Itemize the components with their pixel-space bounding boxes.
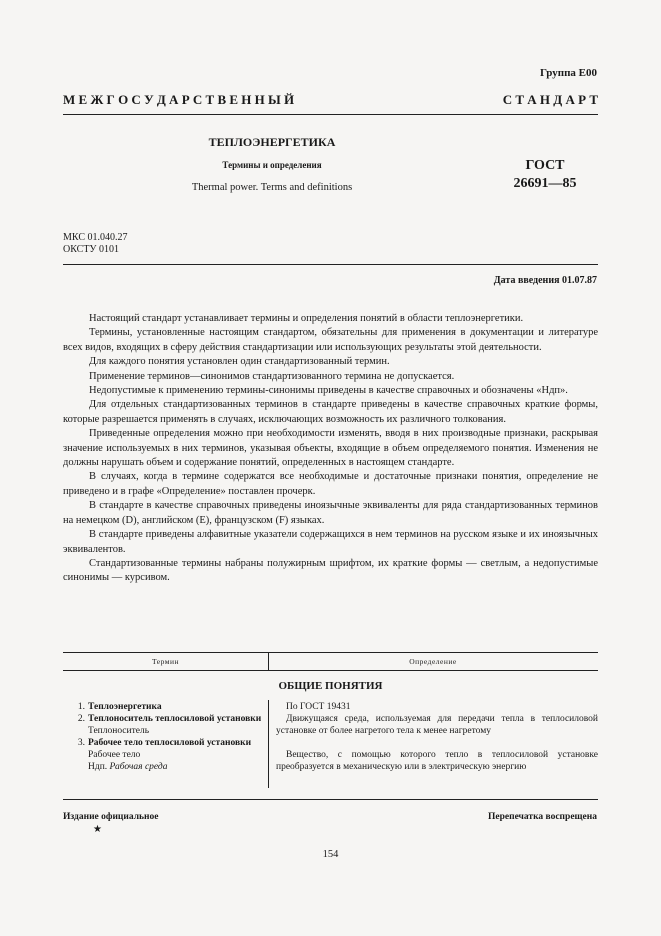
ndp-synonym: Рабочая среда [109, 762, 168, 772]
mks-code: МКС 01.040.27 [63, 232, 128, 243]
terms-column [63, 701, 268, 773]
intro-paragraph: Для отдельных стандартизованных терминов в стандарте приведены в качестве справочных краткие формы, которые разрешается применять в случаях, исключающих возможность их различного толкования. [63, 399, 598, 425]
effective-date: Дата введения 01.07.87 [493, 275, 597, 286]
term-name: Теплоэнергетика [88, 702, 162, 712]
footer-rule [63, 799, 598, 800]
term-name: Теплоноситель теплосиловой установки [88, 714, 262, 724]
intro-paragraph: В случаях, когда в термине содержатся все необходимые и достаточные признаки понятия, определение не приведено и в графе «Определение» поставлен прочерк. [63, 471, 598, 497]
official-edition: Издание официальное [63, 812, 159, 822]
term-entry [63, 737, 268, 773]
table-header-rule [63, 670, 598, 671]
term-entry [63, 701, 268, 713]
header-rule [63, 114, 598, 115]
english-title: Thermal power. Terms and definitions [191, 182, 353, 193]
definition-text: Движущаяся среда, используемая для передачи тепла в теплосиловой установке от более нагретого тела к менее нагретому [276, 714, 598, 736]
gost-label: ГОСТ [525, 158, 565, 173]
page-number: 154 [322, 849, 339, 860]
header-column-divider [268, 652, 269, 670]
classifier-rule [63, 264, 598, 265]
intro-paragraph: Стандартизованные термины набраны полужирным шрифтом, их краткие формы — светлым, а недопустимые синонимы — курсивом. [63, 557, 598, 584]
banner-interstate: М Е Ж Г О С У Д А Р С Т В Е Н Н Ы Й [63, 92, 295, 107]
document-subtitle: Термины и определения [222, 160, 322, 170]
intro-paragraph: В стандарте приведены алфавитные указатели содержащихся в нем терминов на русском языке и их иноязычных эквивалентов. [63, 529, 598, 555]
intro-text [63, 312, 598, 586]
term-number: 2. [77, 714, 85, 724]
term-number: 3. [77, 738, 85, 748]
star-icon: ★ [93, 824, 102, 835]
term-short-form: Теплоноситель [88, 726, 150, 736]
intro-paragraph: Приведенные определения можно при необходимости изменять, вводя в них производные признаки, раскрывая значение используемых в них терминов, указывая объекты, входящие в объем определяемого понятия. Изменения не должны нарушать объем и содержание понятий, определенных в настоящем стандарте. [63, 428, 598, 469]
definition-text: Вещество, с помощью которого тепло в теплосиловой установке преобразуется в механическую или в электрическую энергию [276, 750, 598, 772]
intro-paragraph: Настоящий стандарт устанавливает термины и определения понятий в области теплоэнергетики. [89, 313, 524, 324]
classifier-codes [63, 232, 127, 256]
term-name: Рабочее тело теплосиловой установки [88, 738, 252, 748]
gost-designation [505, 157, 585, 193]
body-column-divider [268, 700, 269, 788]
group-code: Группа Е00 [539, 67, 597, 79]
column-header-term: Термин [151, 657, 180, 666]
definitions-column [276, 701, 598, 773]
term-short-form: Рабочее тело [88, 750, 141, 760]
ndp-label: Ндп. [88, 762, 108, 772]
column-header-definition: Определение [409, 657, 457, 666]
document-title: ТЕПЛОЭНЕРГЕТИКА [208, 135, 336, 149]
intro-paragraph: Недопустимые к применению термины-синонимы приведены в качестве справочных и обозначены «Ндп». [89, 385, 568, 397]
definition-text: По ГОСТ 19431 [286, 702, 351, 712]
table-top-rule [63, 652, 598, 653]
standard-banner [63, 92, 598, 108]
intro-paragraph: Термины, установленные настоящим стандартом, обязательны для применения в документации и литературе всех видов, входящих в сферу действия стандартизации или использующих результаты этой деятельности. [63, 327, 598, 353]
gost-number: 26691—85 [513, 176, 577, 191]
section-heading: ОБЩИЕ ПОНЯТИЯ [278, 680, 383, 692]
intro-paragraph: Для каждого понятия установлен один стандартизованный термин. [89, 356, 390, 368]
intro-paragraph: В стандарте в качестве справочных приведены иноязычные эквиваленты для ряда стандартизованных терминов на немецком (D), английском (E), французском (F) языках. [63, 500, 598, 526]
banner-standard: С Т А Н Д А Р Т [502, 92, 598, 107]
term-entry [63, 713, 268, 737]
intro-paragraph: Применение терминов—синонимов стандартизованного термина не допускается. [89, 370, 455, 382]
term-number: 1. [77, 702, 85, 712]
okstu-code: ОКСТУ 0101 [63, 244, 120, 255]
reprint-prohibited: Перепечатка воспрещена [487, 812, 597, 822]
